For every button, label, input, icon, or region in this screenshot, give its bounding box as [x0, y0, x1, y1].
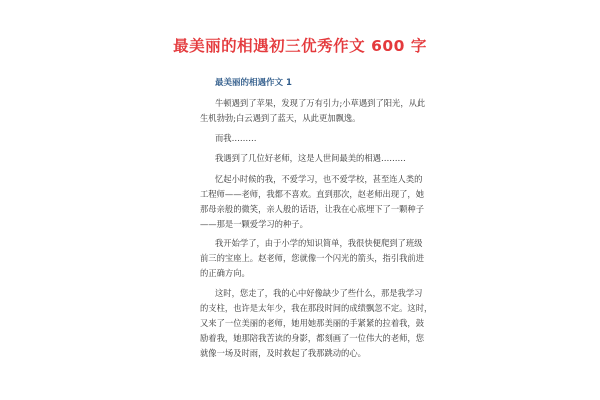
- text-line: 就像一场及时雨，及时救起了我那跳动的心。: [200, 348, 366, 358]
- section-heading: 最美丽的相遇作文 1: [215, 78, 292, 88]
- text-line: 这时，您走了，我的心中好像缺少了些什么，那是我学习: [215, 288, 423, 298]
- text-line: 又来了一位美丽的老师，她用她那美丽的手紧紧的拉着我，鼓: [200, 318, 425, 328]
- document-title: 最美丽的相遇初三优秀作文 600 字: [173, 37, 427, 55]
- paragraph: [200, 172, 425, 232]
- text-line: 的支柱，也许是太年少，我在那段时间的成绩飘忽不定。这时，: [200, 303, 433, 313]
- paragraph: [200, 96, 426, 126]
- paragraph: [200, 236, 425, 281]
- paragraph: [200, 151, 410, 166]
- text-line: 励着我，她那陪我苦读的身影，都刻画了一位伟大的老师，您: [200, 333, 425, 343]
- text-line: ——那是一颗爱学习的种子。: [200, 219, 308, 229]
- paragraph: [200, 131, 410, 146]
- text-line: 我开始学了，由于小学的知识简单，我很快便爬到了班级: [215, 238, 423, 248]
- text-line: 的正确方向。: [200, 268, 250, 278]
- text-line: 那母亲般的微笑，亲人般的话语，让我在心底埋下了一颗种子: [200, 204, 425, 214]
- text-line: 牛顿遇到了苹果，发现了万有引力;小草遇到了阳光，从此: [215, 98, 426, 108]
- paragraph: [200, 286, 433, 361]
- text-line: 前三的宝座上。赵老师，您就像一个闪光的箭头，指引我前进: [200, 253, 425, 263]
- text-line: 忆起小时候的我，不爱学习，也不爱学校，甚至连人类的: [215, 174, 423, 184]
- text-line: 工程师——老师，我都不喜欢。直到那次，赵老师出现了，她: [200, 189, 425, 199]
- text-line: 我遇到了几位好老师，这是人世间最美的相遇………: [215, 153, 406, 163]
- text-line: 而我………: [215, 133, 257, 143]
- text-line: 生机勃勃;白云遇到了蓝天，从此更加飘逸。: [200, 113, 361, 123]
